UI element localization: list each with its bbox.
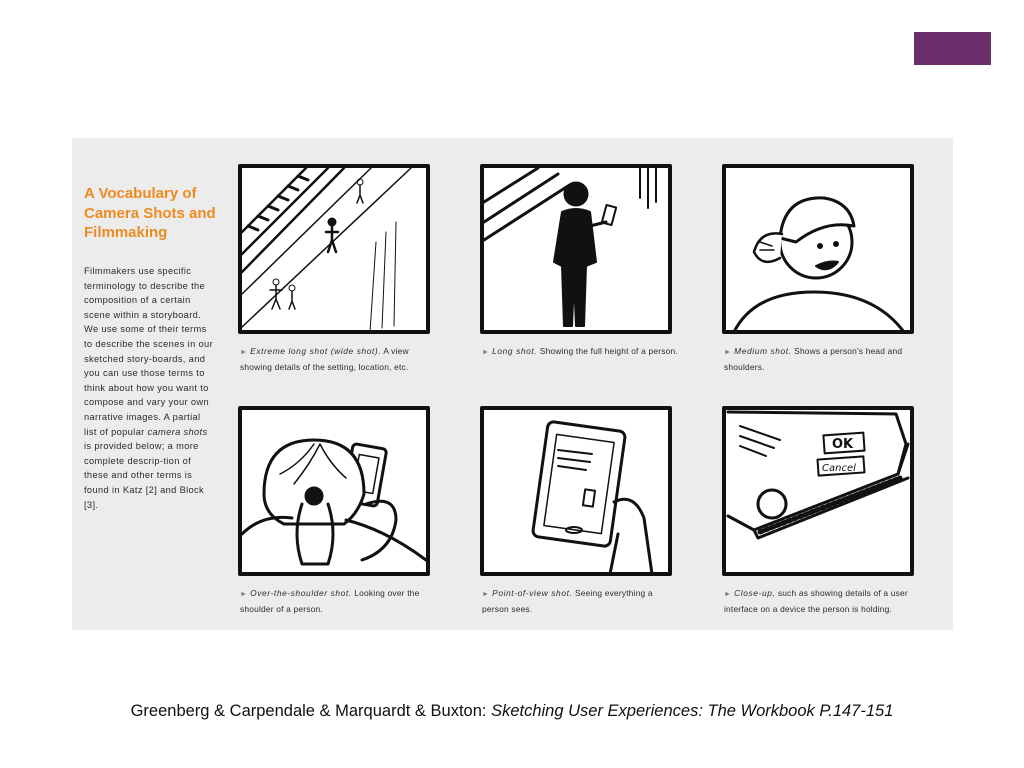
intro-title: A Vocabulary of Camera Shots and Filmmaking <box>84 185 216 241</box>
storyboard-panel <box>72 138 953 630</box>
citation-footer: Greenberg & Carpendale & Marquardt & Buxton: Sketching User Experiences: The Workbook P.147-151 <box>130 702 894 720</box>
bullet-arrow-icon: ► <box>482 349 490 356</box>
bullet-arrow-icon: ► <box>240 591 248 598</box>
bullet-arrow-icon: ► <box>724 349 732 356</box>
point-of-view-sketch <box>478 404 674 580</box>
caption-long-shot: ► Long shot. Showing the full height of a person. <box>482 346 678 356</box>
bullet-arrow-icon: ► <box>240 349 248 356</box>
over-the-shoulder-sketch <box>236 404 432 580</box>
extreme-long-shot-sketch <box>236 162 432 338</box>
cancel-button-label: Cancel <box>822 463 856 474</box>
caption-point-of-view: ► Point-of-view shot. Seeing everything a person sees. <box>482 588 653 614</box>
close-up-sketch <box>720 404 916 580</box>
medium-shot-sketch <box>720 162 916 338</box>
bullet-arrow-icon: ► <box>482 591 490 598</box>
ok-button-label: OK <box>832 437 854 452</box>
bullet-arrow-icon: ► <box>724 591 732 598</box>
caption-medium-shot: ► Medium shot. Shows a person's head and shoulders. <box>724 346 903 372</box>
caption-extreme-long-shot: ► Extreme long shot (wide shot). A view showing details of the setting, location, etc. <box>240 346 409 372</box>
accent-box <box>914 32 991 65</box>
long-shot-sketch <box>478 162 674 338</box>
intro-body: Filmmakers use specific terminology to describe the composition of a certain scene within a storyboard. We use some of their terms to describe the scenes in our sketched story-boards, and you can use those terms to think about how you want to compose and vary your own narrative images. A partial list of popular camera shots is provided below; a more complete descrip-tion of these and other terms is found in Katz [2] and Block [3]. <box>84 266 214 510</box>
caption-over-the-shoulder: ► Over-the-shoulder shot. Looking over the shoulder of a person. <box>240 588 420 614</box>
caption-close-up: ► Close-up, such as showing details of a user interface on a device the person is holding. <box>724 588 908 614</box>
